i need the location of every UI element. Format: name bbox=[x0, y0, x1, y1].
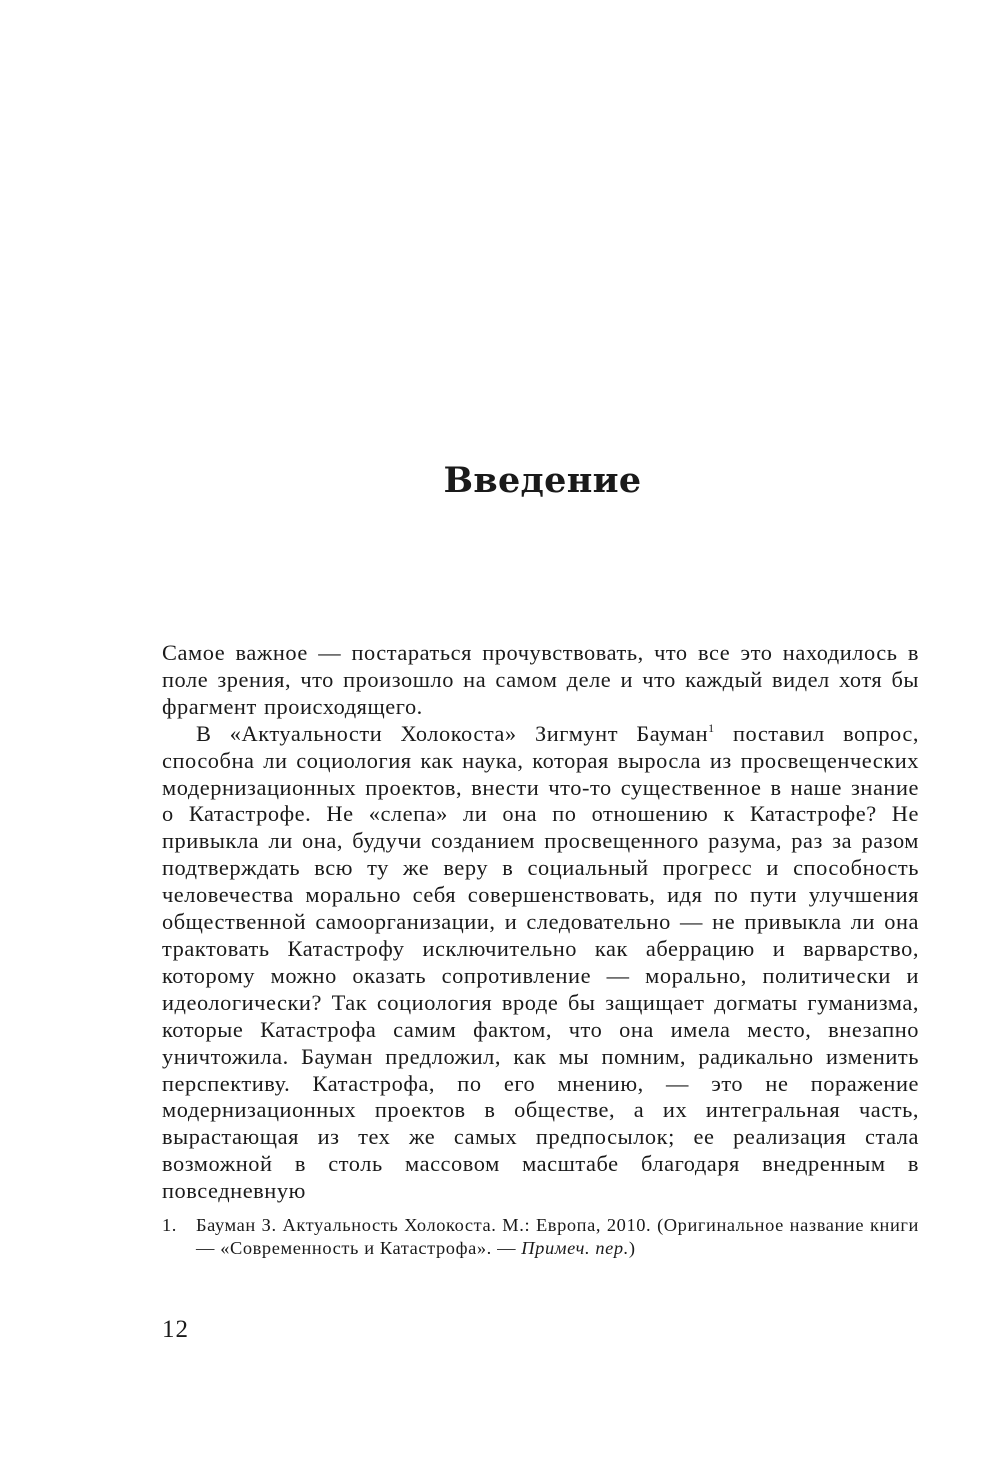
page-number: 12 bbox=[162, 1316, 189, 1343]
footnote-reference[interactable]: 1 bbox=[708, 720, 715, 735]
paragraph-1: Самое важное — постараться прочувствовать, что все это находилось в поле зрения, что произошло на самом деле и что каждый видел хотя бы фрагмент происходящего. bbox=[162, 640, 919, 719]
footnote-translator-note: Примеч. пер. bbox=[521, 1238, 629, 1258]
footnote-text bbox=[196, 1214, 919, 1260]
footnote bbox=[162, 1214, 919, 1260]
footnote-number: 1. bbox=[162, 1215, 177, 1235]
footnote-closing: ) bbox=[628, 1238, 636, 1258]
main-text bbox=[162, 640, 919, 1205]
footnote-body: Бауман З. Актуальность Холокоста. М.: Европа, 2010. (Оригинальное название книги — «Современность и Катастрофа». — bbox=[196, 1215, 919, 1258]
paragraph-2 bbox=[162, 721, 919, 1205]
paragraph-2-rest: поставил вопрос, способна ли социология как наука, которая выросла из просвещенческих модернизационных проектов, внести что-то существенное в наше знание о Катастрофе. Не «слепа» ли она по отношению к Катастрофе? Не привыкла ли она, будучи созданием просвещенного разума, раз за разом подтверждать всю ту же веру в социальный прогресс и способность человечества морально себя совершенствовать, идя по пути улучшения общественной самоорганизации, и следовательно — не привыкла ли она трактовать Катастрофу исключительно как аберрацию и варварство, которому можно оказать сопротивление — морально, политически и идеологически? Так социология вроде бы защищает догматы гуманизма, которые Катастрофа самим фактом, что она имела место, внезапно уничтожила. Бауман предложил, как мы помним, радикально изменить перспективу. Катастрофа, по его мнению, — это не поражение модернизационных проектов в обществе, а их интегральная часть, вырастающая из тех же самых предпосылок; ее реализация стала возможной в столь массовом масштабе благодаря внедренным в повседневную bbox=[162, 720, 919, 1204]
chapter-title: Введение bbox=[443, 460, 642, 501]
paragraph-2-start: В «Актуальности Холокоста» Зигмунт Бауман bbox=[196, 720, 709, 746]
